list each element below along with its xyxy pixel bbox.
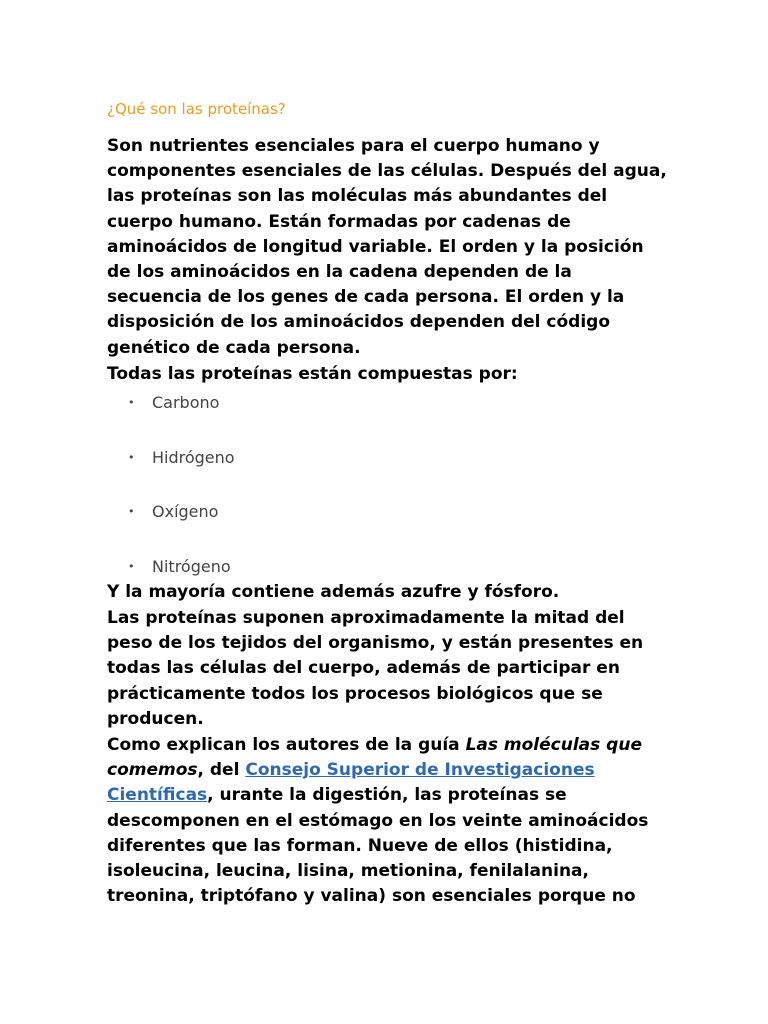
guide-middle: , del — [197, 760, 246, 781]
list-item-label: Hidrógeno — [152, 447, 235, 467]
list-item — [107, 393, 667, 413]
guide-paragraph — [107, 733, 667, 909]
list-item — [107, 502, 667, 522]
sulfur-note: Y la mayoría contiene además azufre y fósforo. — [107, 581, 560, 602]
section-heading: ¿Qué son las proteínas? — [107, 100, 286, 118]
guide-suffix: , urante la digestión, las proteínas se descomponen en el estómago en los veinte aminoácidos diferentes que las forman. Nueve de ellos (histidina, isoleucina, leucina, lisina, metionina, fenilalanina, treonina, triptófano y valina) son esenciales porque no — [107, 785, 649, 907]
bullet-icon: • — [128, 450, 135, 464]
list-item-label: Nitrógeno — [152, 556, 231, 576]
guide-prefix: Como explican los autores de la guía — [107, 735, 466, 756]
document-body — [107, 99, 667, 909]
list-item — [107, 557, 667, 577]
csic-link[interactable]: Consejo Superior de Investigaciones Científicas — [107, 760, 595, 806]
bullet-icon: • — [128, 505, 135, 519]
elements-list — [107, 393, 667, 577]
bullet-icon: • — [128, 559, 135, 573]
tissue-paragraph: Las proteínas suponen aproximadamente la mitad del peso de los tejidos del organismo, y están presentes en todas las células del cuerpo, además de participar en prácticamente todos los procesos biológicos que se producen. — [107, 608, 644, 729]
composition-lead: Todas las proteínas están compuestas por: — [107, 363, 518, 384]
list-item-label: Carbono — [152, 393, 220, 413]
guide-title: Las moléculas que comemos — [107, 735, 642, 781]
bullet-icon: • — [128, 396, 135, 410]
list-item — [107, 448, 667, 468]
intro-paragraph: Son nutrientes esenciales para el cuerpo humano y componentes esenciales de las células. Después del agua, las proteínas son las moléculas más abundantes del cuerpo humano. Están formadas por cadenas de aminoácidos de longitud variable. El orden y la posición de los aminoácidos en la cadena dependen de la secuencia de los genes de cada persona. El orden y la disposición de los aminoácidos dependen del código genético de cada persona. — [107, 136, 667, 358]
list-item-label: Oxígeno — [152, 502, 219, 522]
